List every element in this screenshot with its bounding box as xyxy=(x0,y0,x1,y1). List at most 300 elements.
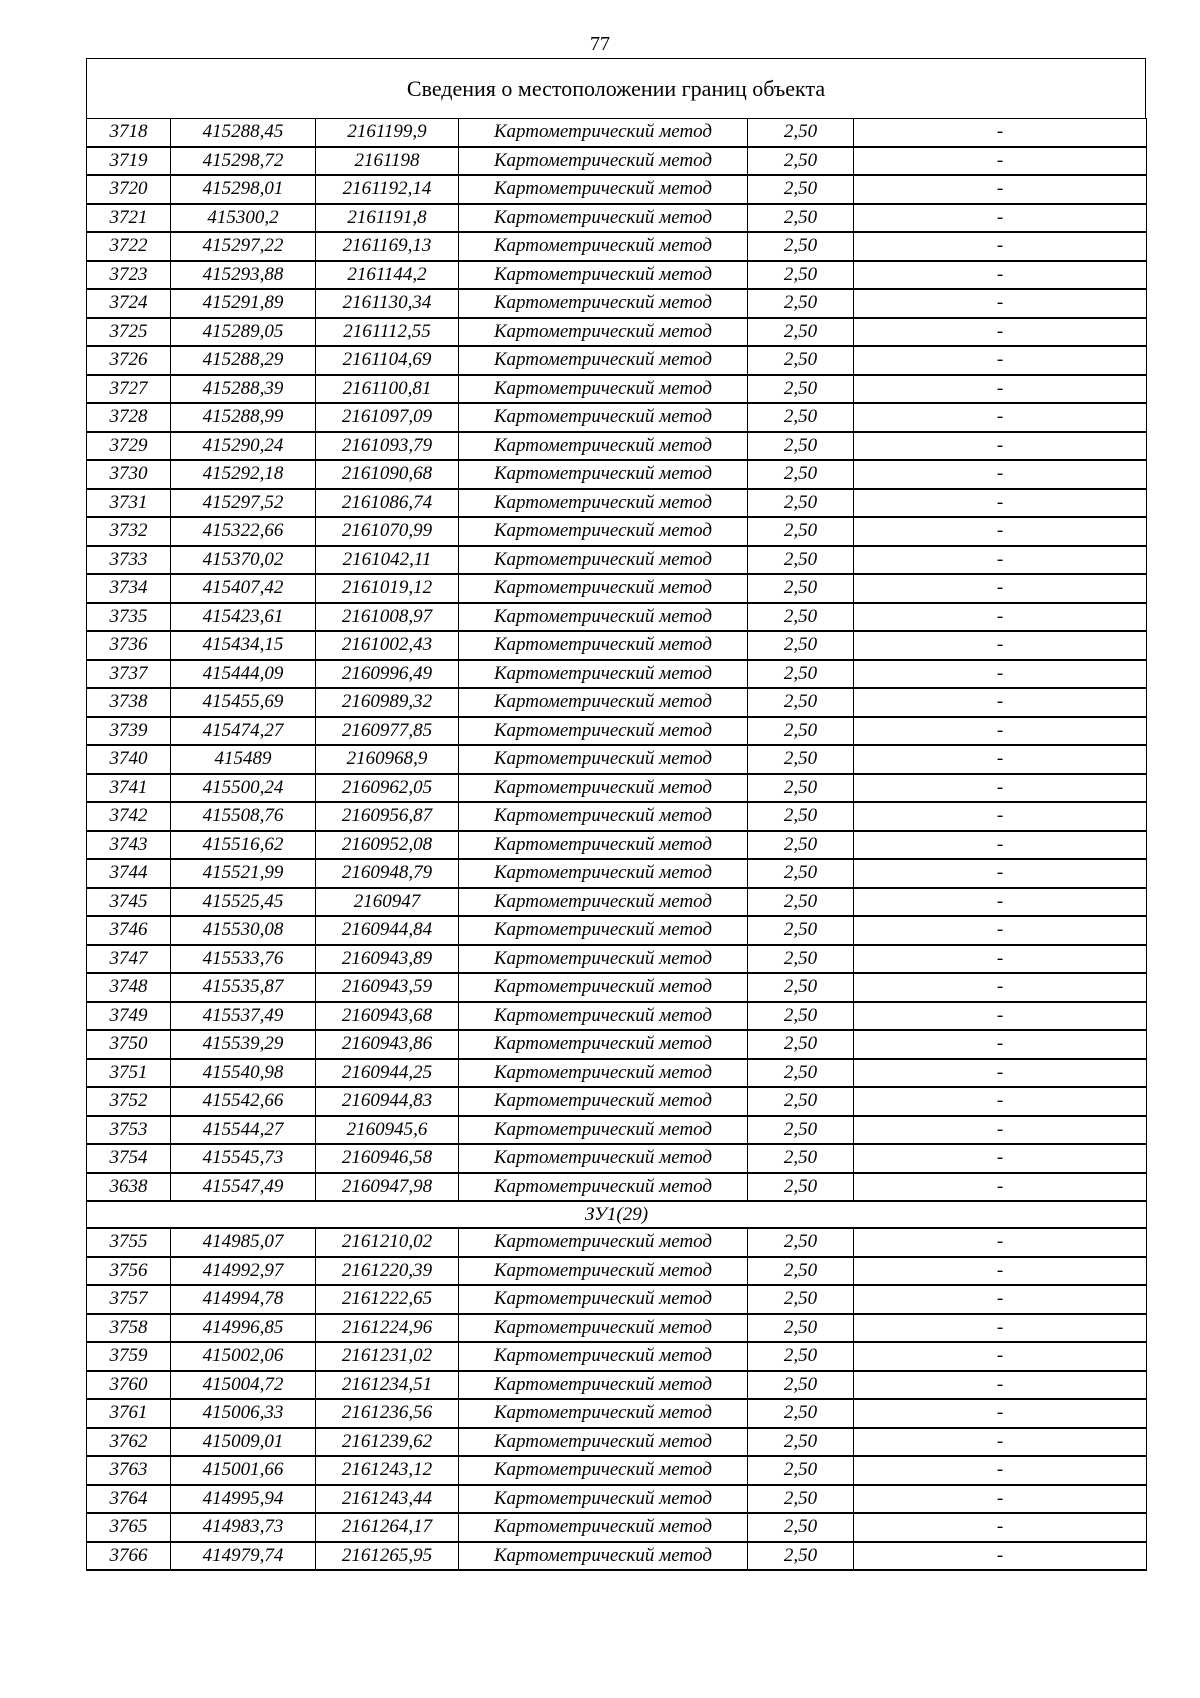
table-row xyxy=(87,574,1147,603)
y-coordinate-cell: 2161198 xyxy=(316,147,459,176)
description-cell: - xyxy=(854,1285,1147,1314)
accuracy-cell: 2,50 xyxy=(748,916,854,945)
description-cell: - xyxy=(854,346,1147,375)
accuracy-cell: 2,50 xyxy=(748,1059,854,1088)
y-coordinate-cell: 2161191,8 xyxy=(316,204,459,233)
y-coordinate-cell: 2161243,12 xyxy=(316,1456,459,1485)
accuracy-cell: 2,50 xyxy=(748,1314,854,1343)
y-coordinate-cell: 2161192,14 xyxy=(316,175,459,204)
y-coordinate-cell: 2160944,84 xyxy=(316,916,459,945)
accuracy-cell: 2,50 xyxy=(748,403,854,432)
y-coordinate-cell: 2161019,12 xyxy=(316,574,459,603)
accuracy-cell: 2,50 xyxy=(748,1371,854,1400)
table-row xyxy=(87,774,1147,803)
method-cell: Картометрический метод xyxy=(459,1485,748,1514)
y-coordinate-cell: 2161231,02 xyxy=(316,1342,459,1371)
point-number-cell: 3722 xyxy=(87,232,171,261)
x-coordinate-cell: 415434,15 xyxy=(171,631,316,660)
point-number-cell: 3742 xyxy=(87,802,171,831)
method-cell: Картометрический метод xyxy=(459,1228,748,1257)
y-coordinate-cell: 2161236,56 xyxy=(316,1399,459,1428)
description-cell: - xyxy=(854,1428,1147,1457)
description-cell: - xyxy=(854,403,1147,432)
table-row xyxy=(87,1342,1147,1371)
y-coordinate-cell: 2160947 xyxy=(316,888,459,917)
accuracy-cell: 2,50 xyxy=(748,603,854,632)
x-coordinate-cell: 415521,99 xyxy=(171,859,316,888)
point-number-cell: 3762 xyxy=(87,1428,171,1457)
x-coordinate-cell: 415009,01 xyxy=(171,1428,316,1457)
x-coordinate-cell: 415540,98 xyxy=(171,1059,316,1088)
y-coordinate-cell: 2160952,08 xyxy=(316,831,459,860)
table-row xyxy=(87,1399,1147,1428)
point-number-cell: 3751 xyxy=(87,1059,171,1088)
y-coordinate-cell: 2161008,97 xyxy=(316,603,459,632)
description-cell: - xyxy=(854,745,1147,774)
table-row xyxy=(87,1144,1147,1173)
method-cell: Картометрический метод xyxy=(459,859,748,888)
method-cell: Картометрический метод xyxy=(459,945,748,974)
method-cell: Картометрический метод xyxy=(459,375,748,404)
y-coordinate-cell: 2161086,74 xyxy=(316,489,459,518)
accuracy-cell: 2,50 xyxy=(748,745,854,774)
method-cell: Картометрический метод xyxy=(459,1173,748,1202)
y-coordinate-cell: 2160945,6 xyxy=(316,1116,459,1145)
x-coordinate-cell: 415444,09 xyxy=(171,660,316,689)
method-cell: Картометрический метод xyxy=(459,1314,748,1343)
point-number-cell: 3743 xyxy=(87,831,171,860)
method-cell: Картометрический метод xyxy=(459,802,748,831)
y-coordinate-cell: 2161243,44 xyxy=(316,1485,459,1514)
accuracy-cell: 2,50 xyxy=(748,460,854,489)
description-cell: - xyxy=(854,546,1147,575)
y-coordinate-cell: 2161224,96 xyxy=(316,1314,459,1343)
point-number-cell: 3749 xyxy=(87,1002,171,1031)
method-cell: Картометрический метод xyxy=(459,119,748,147)
point-number-cell: 3721 xyxy=(87,204,171,233)
table-row xyxy=(87,973,1147,1002)
x-coordinate-cell: 415544,27 xyxy=(171,1116,316,1145)
accuracy-cell: 2,50 xyxy=(748,1513,854,1542)
table-row xyxy=(87,432,1147,461)
point-number-cell: 3736 xyxy=(87,631,171,660)
point-number-cell: 3753 xyxy=(87,1116,171,1145)
description-cell: - xyxy=(854,204,1147,233)
method-cell: Картометрический метод xyxy=(459,1030,748,1059)
section-header: ЗУ1(29) xyxy=(87,1201,1147,1228)
accuracy-cell: 2,50 xyxy=(748,973,854,1002)
section-header-row xyxy=(87,1201,1147,1228)
point-number-cell: 3754 xyxy=(87,1144,171,1173)
y-coordinate-cell: 2160989,32 xyxy=(316,688,459,717)
table-row xyxy=(87,1087,1147,1116)
description-cell: - xyxy=(854,1314,1147,1343)
description-cell: - xyxy=(854,1002,1147,1031)
accuracy-cell: 2,50 xyxy=(748,1087,854,1116)
method-cell: Картометрический метод xyxy=(459,489,748,518)
point-number-cell: 3730 xyxy=(87,460,171,489)
x-coordinate-cell: 415533,76 xyxy=(171,945,316,974)
y-coordinate-cell: 2160947,98 xyxy=(316,1173,459,1202)
method-cell: Картометрический метод xyxy=(459,916,748,945)
method-cell: Картометрический метод xyxy=(459,204,748,233)
point-number-cell: 3758 xyxy=(87,1314,171,1343)
point-number-cell: 3756 xyxy=(87,1257,171,1286)
y-coordinate-cell: 2161002,43 xyxy=(316,631,459,660)
point-number-cell: 3765 xyxy=(87,1513,171,1542)
x-coordinate-cell: 415293,88 xyxy=(171,261,316,290)
table-row xyxy=(87,1485,1147,1514)
point-number-cell: 3748 xyxy=(87,973,171,1002)
table-row xyxy=(87,204,1147,233)
table-row xyxy=(87,1228,1147,1257)
description-cell: - xyxy=(854,1399,1147,1428)
y-coordinate-cell: 2161090,68 xyxy=(316,460,459,489)
x-coordinate-cell: 415298,72 xyxy=(171,147,316,176)
point-number-cell: 3731 xyxy=(87,489,171,518)
x-coordinate-cell: 415489 xyxy=(171,745,316,774)
accuracy-cell: 2,50 xyxy=(748,1116,854,1145)
description-cell: - xyxy=(854,1059,1147,1088)
point-number-cell: 3752 xyxy=(87,1087,171,1116)
description-cell: - xyxy=(854,489,1147,518)
y-coordinate-cell: 2161112,55 xyxy=(316,318,459,347)
accuracy-cell: 2,50 xyxy=(748,945,854,974)
table-row xyxy=(87,660,1147,689)
point-number-cell: 3757 xyxy=(87,1285,171,1314)
y-coordinate-cell: 2161264,17 xyxy=(316,1513,459,1542)
method-cell: Картометрический метод xyxy=(459,318,748,347)
table-row xyxy=(87,289,1147,318)
x-coordinate-cell: 415297,22 xyxy=(171,232,316,261)
table-row xyxy=(87,546,1147,575)
method-cell: Картометрический метод xyxy=(459,1342,748,1371)
accuracy-cell: 2,50 xyxy=(748,1485,854,1514)
table-row xyxy=(87,1257,1147,1286)
method-cell: Картометрический метод xyxy=(459,1116,748,1145)
table-row xyxy=(87,261,1147,290)
point-number-cell: 3724 xyxy=(87,289,171,318)
method-cell: Картометрический метод xyxy=(459,1542,748,1571)
accuracy-cell: 2,50 xyxy=(748,888,854,917)
y-coordinate-cell: 2161210,02 xyxy=(316,1228,459,1257)
accuracy-cell: 2,50 xyxy=(748,1285,854,1314)
point-number-cell: 3728 xyxy=(87,403,171,432)
description-cell: - xyxy=(854,1030,1147,1059)
method-cell: Картометрический метод xyxy=(459,346,748,375)
method-cell: Картометрический метод xyxy=(459,546,748,575)
point-number-cell: 3763 xyxy=(87,1456,171,1485)
table-row xyxy=(87,1428,1147,1457)
table-row xyxy=(87,945,1147,974)
x-coordinate-cell: 414983,73 xyxy=(171,1513,316,1542)
y-coordinate-cell: 2160943,59 xyxy=(316,973,459,1002)
description-cell: - xyxy=(854,1371,1147,1400)
description-cell: - xyxy=(854,119,1147,147)
description-cell: - xyxy=(854,916,1147,945)
accuracy-cell: 2,50 xyxy=(748,1456,854,1485)
method-cell: Картометрический метод xyxy=(459,660,748,689)
point-number-cell: 3734 xyxy=(87,574,171,603)
method-cell: Картометрический метод xyxy=(459,517,748,546)
table-row xyxy=(87,688,1147,717)
x-coordinate-cell: 415291,89 xyxy=(171,289,316,318)
x-coordinate-cell: 414994,78 xyxy=(171,1285,316,1314)
x-coordinate-cell: 415539,29 xyxy=(171,1030,316,1059)
point-number-cell: 3638 xyxy=(87,1173,171,1202)
table-row xyxy=(87,1542,1147,1571)
point-number-cell: 3764 xyxy=(87,1485,171,1514)
table-row xyxy=(87,631,1147,660)
accuracy-cell: 2,50 xyxy=(748,1228,854,1257)
point-number-cell: 3760 xyxy=(87,1371,171,1400)
accuracy-cell: 2,50 xyxy=(748,660,854,689)
table-row xyxy=(87,489,1147,518)
table-row xyxy=(87,460,1147,489)
method-cell: Картометрический метод xyxy=(459,973,748,1002)
point-number-cell: 3755 xyxy=(87,1228,171,1257)
point-number-cell: 3759 xyxy=(87,1342,171,1371)
y-coordinate-cell: 2161199,9 xyxy=(316,119,459,147)
point-number-cell: 3747 xyxy=(87,945,171,974)
description-cell: - xyxy=(854,945,1147,974)
y-coordinate-cell: 2161220,39 xyxy=(316,1257,459,1286)
point-number-cell: 3725 xyxy=(87,318,171,347)
description-cell: - xyxy=(854,1087,1147,1116)
description-cell: - xyxy=(854,1456,1147,1485)
method-cell: Картометрический метод xyxy=(459,688,748,717)
table-row xyxy=(87,517,1147,546)
description-cell: - xyxy=(854,517,1147,546)
point-number-cell: 3727 xyxy=(87,375,171,404)
point-number-cell: 3737 xyxy=(87,660,171,689)
accuracy-cell: 2,50 xyxy=(748,119,854,147)
point-number-cell: 3750 xyxy=(87,1030,171,1059)
y-coordinate-cell: 2160946,58 xyxy=(316,1144,459,1173)
x-coordinate-cell: 415006,33 xyxy=(171,1399,316,1428)
table-row xyxy=(87,1002,1147,1031)
method-cell: Картометрический метод xyxy=(459,403,748,432)
y-coordinate-cell: 2161097,09 xyxy=(316,403,459,432)
accuracy-cell: 2,50 xyxy=(748,318,854,347)
accuracy-cell: 2,50 xyxy=(748,831,854,860)
x-coordinate-cell: 415300,2 xyxy=(171,204,316,233)
method-cell: Картометрический метод xyxy=(459,603,748,632)
y-coordinate-cell: 2161042,11 xyxy=(316,546,459,575)
x-coordinate-cell: 414985,07 xyxy=(171,1228,316,1257)
method-cell: Картометрический метод xyxy=(459,460,748,489)
description-cell: - xyxy=(854,1173,1147,1202)
table-row xyxy=(87,888,1147,917)
method-cell: Картометрический метод xyxy=(459,1456,748,1485)
point-number-cell: 3729 xyxy=(87,432,171,461)
point-number-cell: 3735 xyxy=(87,603,171,632)
x-coordinate-cell: 415547,49 xyxy=(171,1173,316,1202)
table-row xyxy=(87,147,1147,176)
description-cell: - xyxy=(854,1228,1147,1257)
y-coordinate-cell: 2161234,51 xyxy=(316,1371,459,1400)
accuracy-cell: 2,50 xyxy=(748,204,854,233)
description-cell: - xyxy=(854,175,1147,204)
x-coordinate-cell: 415288,39 xyxy=(171,375,316,404)
table-row xyxy=(87,916,1147,945)
x-coordinate-cell: 414992,97 xyxy=(171,1257,316,1286)
y-coordinate-cell: 2161239,62 xyxy=(316,1428,459,1457)
description-cell: - xyxy=(854,318,1147,347)
boundary-coordinates-table xyxy=(86,118,1147,1571)
point-number-cell: 3720 xyxy=(87,175,171,204)
point-number-cell: 3766 xyxy=(87,1542,171,1571)
point-number-cell: 3723 xyxy=(87,261,171,290)
method-cell: Картометрический метод xyxy=(459,1285,748,1314)
point-number-cell: 3738 xyxy=(87,688,171,717)
description-cell: - xyxy=(854,1116,1147,1145)
y-coordinate-cell: 2160943,68 xyxy=(316,1002,459,1031)
x-coordinate-cell: 415297,52 xyxy=(171,489,316,518)
y-coordinate-cell: 2160944,83 xyxy=(316,1087,459,1116)
description-cell: - xyxy=(854,1144,1147,1173)
accuracy-cell: 2,50 xyxy=(748,1030,854,1059)
point-number-cell: 3746 xyxy=(87,916,171,945)
description-cell: - xyxy=(854,574,1147,603)
method-cell: Картометрический метод xyxy=(459,717,748,746)
description-cell: - xyxy=(854,831,1147,860)
y-coordinate-cell: 2160948,79 xyxy=(316,859,459,888)
description-cell: - xyxy=(854,289,1147,318)
method-cell: Картометрический метод xyxy=(459,289,748,318)
y-coordinate-cell: 2160944,25 xyxy=(316,1059,459,1088)
x-coordinate-cell: 415500,24 xyxy=(171,774,316,803)
description-cell: - xyxy=(854,973,1147,1002)
table-row xyxy=(87,375,1147,404)
x-coordinate-cell: 415004,72 xyxy=(171,1371,316,1400)
x-coordinate-cell: 415289,05 xyxy=(171,318,316,347)
accuracy-cell: 2,50 xyxy=(748,546,854,575)
description-cell: - xyxy=(854,147,1147,176)
description-cell: - xyxy=(854,1513,1147,1542)
accuracy-cell: 2,50 xyxy=(748,1173,854,1202)
accuracy-cell: 2,50 xyxy=(748,1428,854,1457)
y-coordinate-cell: 2160943,86 xyxy=(316,1030,459,1059)
description-cell: - xyxy=(854,688,1147,717)
x-coordinate-cell: 415292,18 xyxy=(171,460,316,489)
description-cell: - xyxy=(854,375,1147,404)
table-row xyxy=(87,1456,1147,1485)
point-number-cell: 3733 xyxy=(87,546,171,575)
accuracy-cell: 2,50 xyxy=(748,774,854,803)
table-row xyxy=(87,346,1147,375)
point-number-cell: 3744 xyxy=(87,859,171,888)
table-row xyxy=(87,745,1147,774)
accuracy-cell: 2,50 xyxy=(748,802,854,831)
accuracy-cell: 2,50 xyxy=(748,717,854,746)
description-cell: - xyxy=(854,1342,1147,1371)
accuracy-cell: 2,50 xyxy=(748,375,854,404)
accuracy-cell: 2,50 xyxy=(748,1542,854,1571)
table-row xyxy=(87,1116,1147,1145)
description-cell: - xyxy=(854,1485,1147,1514)
accuracy-cell: 2,50 xyxy=(748,147,854,176)
x-coordinate-cell: 415508,76 xyxy=(171,802,316,831)
method-cell: Картометрический метод xyxy=(459,175,748,204)
method-cell: Картометрический метод xyxy=(459,745,748,774)
description-cell: - xyxy=(854,261,1147,290)
description-cell: - xyxy=(854,717,1147,746)
x-coordinate-cell: 415545,73 xyxy=(171,1144,316,1173)
description-cell: - xyxy=(854,660,1147,689)
y-coordinate-cell: 2160968,9 xyxy=(316,745,459,774)
description-cell: - xyxy=(854,631,1147,660)
method-cell: Картометрический метод xyxy=(459,1257,748,1286)
method-cell: Картометрический метод xyxy=(459,831,748,860)
method-cell: Картометрический метод xyxy=(459,1371,748,1400)
method-cell: Картометрический метод xyxy=(459,574,748,603)
x-coordinate-cell: 415535,87 xyxy=(171,973,316,1002)
accuracy-cell: 2,50 xyxy=(748,1144,854,1173)
y-coordinate-cell: 2160943,89 xyxy=(316,945,459,974)
y-coordinate-cell: 2161093,79 xyxy=(316,432,459,461)
table-row xyxy=(87,119,1147,147)
description-cell: - xyxy=(854,1257,1147,1286)
x-coordinate-cell: 415525,45 xyxy=(171,888,316,917)
method-cell: Картометрический метод xyxy=(459,261,748,290)
method-cell: Картометрический метод xyxy=(459,1087,748,1116)
y-coordinate-cell: 2161130,34 xyxy=(316,289,459,318)
accuracy-cell: 2,50 xyxy=(748,346,854,375)
y-coordinate-cell: 2161265,95 xyxy=(316,1542,459,1571)
method-cell: Картометрический метод xyxy=(459,1002,748,1031)
point-number-cell: 3740 xyxy=(87,745,171,774)
x-coordinate-cell: 414996,85 xyxy=(171,1314,316,1343)
method-cell: Картометрический метод xyxy=(459,774,748,803)
accuracy-cell: 2,50 xyxy=(748,1399,854,1428)
method-cell: Картометрический метод xyxy=(459,1144,748,1173)
method-cell: Картометрический метод xyxy=(459,888,748,917)
x-coordinate-cell: 415298,01 xyxy=(171,175,316,204)
description-cell: - xyxy=(854,603,1147,632)
x-coordinate-cell: 415288,29 xyxy=(171,346,316,375)
x-coordinate-cell: 415516,62 xyxy=(171,831,316,860)
method-cell: Картометрический метод xyxy=(459,1428,748,1457)
table-row xyxy=(87,717,1147,746)
y-coordinate-cell: 2161222,65 xyxy=(316,1285,459,1314)
description-cell: - xyxy=(854,460,1147,489)
x-coordinate-cell: 415288,99 xyxy=(171,403,316,432)
x-coordinate-cell: 414995,94 xyxy=(171,1485,316,1514)
accuracy-cell: 2,50 xyxy=(748,432,854,461)
table-row xyxy=(87,1059,1147,1088)
y-coordinate-cell: 2161169,13 xyxy=(316,232,459,261)
accuracy-cell: 2,50 xyxy=(748,289,854,318)
y-coordinate-cell: 2160977,85 xyxy=(316,717,459,746)
accuracy-cell: 2,50 xyxy=(748,859,854,888)
table-title: Сведения о местоположении границ объекта xyxy=(86,58,1146,118)
method-cell: Картометрический метод xyxy=(459,1399,748,1428)
description-cell: - xyxy=(854,432,1147,461)
method-cell: Картометрический метод xyxy=(459,147,748,176)
y-coordinate-cell: 2161070,99 xyxy=(316,517,459,546)
x-coordinate-cell: 415407,42 xyxy=(171,574,316,603)
table-row xyxy=(87,232,1147,261)
point-number-cell: 3732 xyxy=(87,517,171,546)
point-number-cell: 3719 xyxy=(87,147,171,176)
point-number-cell: 3741 xyxy=(87,774,171,803)
table-row xyxy=(87,1030,1147,1059)
table-row xyxy=(87,175,1147,204)
table-row xyxy=(87,403,1147,432)
table-row xyxy=(87,859,1147,888)
x-coordinate-cell: 415455,69 xyxy=(171,688,316,717)
